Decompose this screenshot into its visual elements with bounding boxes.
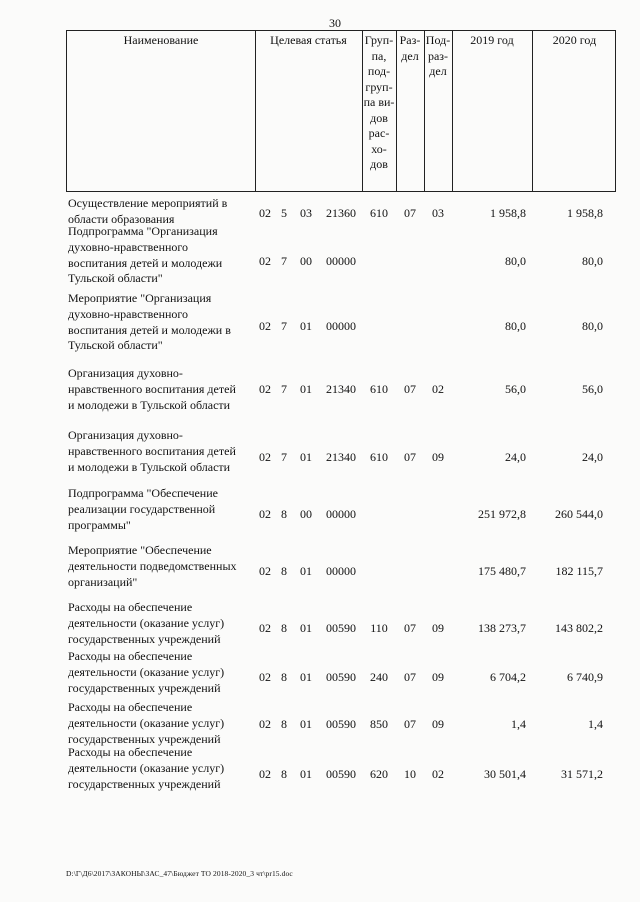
code-event: 01 xyxy=(300,382,312,396)
row-name-line: Организация духовно- xyxy=(68,428,183,442)
row-name-line: воспитания детей и молодежи в xyxy=(68,322,231,337)
row-name-line: Подпрограмма "Организация xyxy=(68,224,218,238)
row-name-line: деятельности подведомственных xyxy=(68,558,237,573)
row-name-line: Мероприятие "Организация xyxy=(68,291,212,305)
row-name-line: нравственного воспитания детей xyxy=(68,381,236,396)
row-name-line: программы" xyxy=(68,517,131,532)
header-subsection-line: Под- xyxy=(425,33,451,47)
value-2020: 80,0 xyxy=(582,254,603,268)
code-direction: 00000 xyxy=(326,254,356,268)
code-expense-group: 240 xyxy=(370,670,388,684)
row-name-line: Расходы на обеспечение xyxy=(68,649,193,663)
row-name-line: реализации государственной xyxy=(68,501,216,516)
code-subprogram: 8 xyxy=(281,564,287,578)
row-name xyxy=(68,366,254,413)
page-number: 30 xyxy=(329,16,341,30)
code-subsection: 09 xyxy=(432,621,444,635)
code-subsection: 02 xyxy=(432,382,444,396)
value-2019: 30 501,4 xyxy=(484,767,526,781)
row-name-line: Тульской области" xyxy=(68,271,163,286)
code-subsection: 03 xyxy=(432,206,444,220)
code-event: 01 xyxy=(300,717,312,731)
code-subprogram: 7 xyxy=(281,382,287,396)
code-expense-group: 610 xyxy=(370,450,388,464)
value-2019: 175 480,7 xyxy=(478,564,526,578)
row-name-line: и молодежи в Тульской области xyxy=(68,459,231,474)
header-section-line: Раз- xyxy=(399,33,421,47)
code-event: 01 xyxy=(300,319,312,333)
code-direction: 21340 xyxy=(326,382,356,396)
code-program: 02 xyxy=(259,319,271,333)
row-name-line: Подпрограмма "Обеспечение xyxy=(68,486,218,500)
row-name-line: духовно-нравственного xyxy=(68,239,189,254)
value-2020: 1,4 xyxy=(588,717,603,731)
value-2019: 251 972,8 xyxy=(478,507,526,521)
code-section: 07 xyxy=(404,450,416,464)
row-name-line: Расходы на обеспечение xyxy=(68,700,193,714)
code-expense-group: 610 xyxy=(370,382,388,396)
code-event: 01 xyxy=(300,564,312,578)
row-name xyxy=(68,224,254,287)
code-direction: 00590 xyxy=(326,621,356,635)
header-group-line: Груп- xyxy=(364,33,394,47)
code-subprogram: 8 xyxy=(281,507,287,521)
header-year-2019: 2019 год xyxy=(470,33,514,47)
code-subsection: 09 xyxy=(432,670,444,684)
row-name-line: деятельности (оказание услуг) xyxy=(68,715,225,730)
value-2020: 56,0 xyxy=(582,382,603,396)
row-name xyxy=(68,428,254,475)
row-name-line: Расходы на обеспечение xyxy=(68,600,193,614)
code-section: 07 xyxy=(404,717,416,731)
header-group-line: под- xyxy=(367,64,391,78)
code-subprogram: 7 xyxy=(281,319,287,333)
row-name-line: деятельности (оказание услуг) xyxy=(68,760,225,775)
code-program: 02 xyxy=(259,767,271,781)
code-event: 00 xyxy=(300,254,312,268)
code-event: 01 xyxy=(300,670,312,684)
header-year-2020: 2020 год xyxy=(552,33,597,47)
row-name-line: нравственного воспитания детей xyxy=(68,443,236,458)
code-expense-group: 850 xyxy=(370,717,388,731)
row-name xyxy=(68,196,254,228)
code-event: 03 xyxy=(300,206,312,220)
row-name-line: воспитания детей и молодежи xyxy=(68,255,223,270)
value-2019: 56,0 xyxy=(505,382,526,396)
code-program: 02 xyxy=(259,717,271,731)
row-name xyxy=(68,543,254,590)
value-2019: 138 273,7 xyxy=(478,621,526,635)
row-name-line: государственных учреждений xyxy=(68,776,221,791)
column-divider xyxy=(532,31,533,191)
row-name xyxy=(68,649,254,696)
code-direction: 00590 xyxy=(326,767,356,781)
header-subsection xyxy=(424,33,452,80)
code-section: 07 xyxy=(404,670,416,684)
table-header xyxy=(66,30,616,192)
value-2019: 6 704,2 xyxy=(490,670,526,684)
value-2020: 182 115,7 xyxy=(555,564,603,578)
row-name-line: Мероприятие "Обеспечение xyxy=(68,543,212,557)
header-group-line: рас- xyxy=(368,126,390,140)
code-direction: 21340 xyxy=(326,450,356,464)
code-direction: 21360 xyxy=(326,206,356,220)
code-program: 02 xyxy=(259,621,271,635)
value-2020: 260 544,0 xyxy=(555,507,603,521)
header-group-line: груп- xyxy=(365,79,393,94)
header-subsection-line: раз- xyxy=(427,48,449,63)
code-subprogram: 7 xyxy=(281,450,287,464)
code-subprogram: 8 xyxy=(281,767,287,781)
code-section: 07 xyxy=(404,621,416,635)
value-2019: 1 958,8 xyxy=(490,206,526,220)
code-subprogram: 8 xyxy=(281,670,287,684)
value-2020: 31 571,2 xyxy=(561,767,603,781)
value-2019: 24,0 xyxy=(505,450,526,464)
row-name-line: области образования xyxy=(68,211,175,226)
code-event: 01 xyxy=(300,450,312,464)
code-program: 02 xyxy=(259,564,271,578)
value-2020: 143 802,2 xyxy=(555,621,603,635)
row-name-line: Расходы на обеспечение xyxy=(68,745,193,759)
header-group-line: па, xyxy=(371,48,387,63)
code-program: 02 xyxy=(259,382,271,396)
row-name xyxy=(68,291,254,354)
code-program: 02 xyxy=(259,254,271,268)
code-subprogram: 5 xyxy=(281,206,287,220)
header-group-line: хо- xyxy=(371,141,387,156)
code-direction: 00590 xyxy=(326,717,356,731)
column-divider xyxy=(452,31,453,191)
code-subprogram: 8 xyxy=(281,717,287,731)
value-2019: 80,0 xyxy=(505,319,526,333)
code-program: 02 xyxy=(259,507,271,521)
row-name-line: государственных учреждений xyxy=(68,631,221,646)
code-event: 01 xyxy=(300,767,312,781)
header-section-line: дел xyxy=(401,48,419,63)
row-name-line: деятельности (оказание услуг) xyxy=(68,615,225,630)
code-program: 02 xyxy=(259,206,271,220)
code-subprogram: 8 xyxy=(281,621,287,635)
row-name xyxy=(68,745,254,792)
row-name xyxy=(68,600,254,647)
footer-file-path: D:\Г\Д6\2017\ЗАКОНЫ\ЗАС_47\Бюджет ТО 2018-2020_3 чт\pr15.doc xyxy=(66,869,293,878)
row-name xyxy=(68,486,254,533)
row-name-line: деятельности (оказание услуг) xyxy=(68,664,225,679)
header-group-line: па ви- xyxy=(363,95,395,109)
value-2020: 1 958,8 xyxy=(567,206,603,220)
code-event: 01 xyxy=(300,621,312,635)
row-name-line: Осуществление мероприятий в xyxy=(68,196,228,210)
header-section xyxy=(396,33,424,64)
code-subsection: 09 xyxy=(432,450,444,464)
row-name-line: государственных учреждений xyxy=(68,731,221,746)
value-2019: 1,4 xyxy=(511,717,526,731)
code-expense-group: 620 xyxy=(370,767,388,781)
row-name-line: и молодежи в Тульской области xyxy=(68,397,231,412)
code-section: 07 xyxy=(404,382,416,396)
header-group xyxy=(362,33,396,173)
code-expense-group: 110 xyxy=(370,621,388,635)
row-name-line: организаций" xyxy=(68,574,138,589)
value-2020: 80,0 xyxy=(582,319,603,333)
value-2020: 24,0 xyxy=(582,450,603,464)
row-name xyxy=(68,700,254,747)
code-subsection: 09 xyxy=(432,717,444,731)
code-expense-group: 610 xyxy=(370,206,388,220)
row-name-line: Организация духовно- xyxy=(68,366,183,380)
row-name-line: духовно-нравственного xyxy=(68,306,189,321)
header-name: Наименование xyxy=(123,33,199,47)
code-program: 02 xyxy=(259,450,271,464)
code-program: 02 xyxy=(259,670,271,684)
header-target: Целевая статья xyxy=(270,33,347,47)
value-2020: 6 740,9 xyxy=(567,670,603,684)
header-group-line: дов xyxy=(370,157,388,171)
header-subsection-line: дел xyxy=(429,64,447,78)
code-section: 10 xyxy=(404,767,416,781)
code-direction: 00590 xyxy=(326,670,356,684)
column-divider xyxy=(255,31,256,191)
code-event: 00 xyxy=(300,507,312,521)
code-section: 07 xyxy=(404,206,416,220)
value-2019: 80,0 xyxy=(505,254,526,268)
code-subprogram: 7 xyxy=(281,254,287,268)
code-direction: 00000 xyxy=(326,564,356,578)
row-name-line: государственных учреждений xyxy=(68,680,221,695)
code-direction: 00000 xyxy=(326,507,356,521)
header-group-line: дов xyxy=(370,110,388,125)
code-direction: 00000 xyxy=(326,319,356,333)
row-name-line: Тульской области" xyxy=(68,338,163,353)
code-subsection: 02 xyxy=(432,767,444,781)
